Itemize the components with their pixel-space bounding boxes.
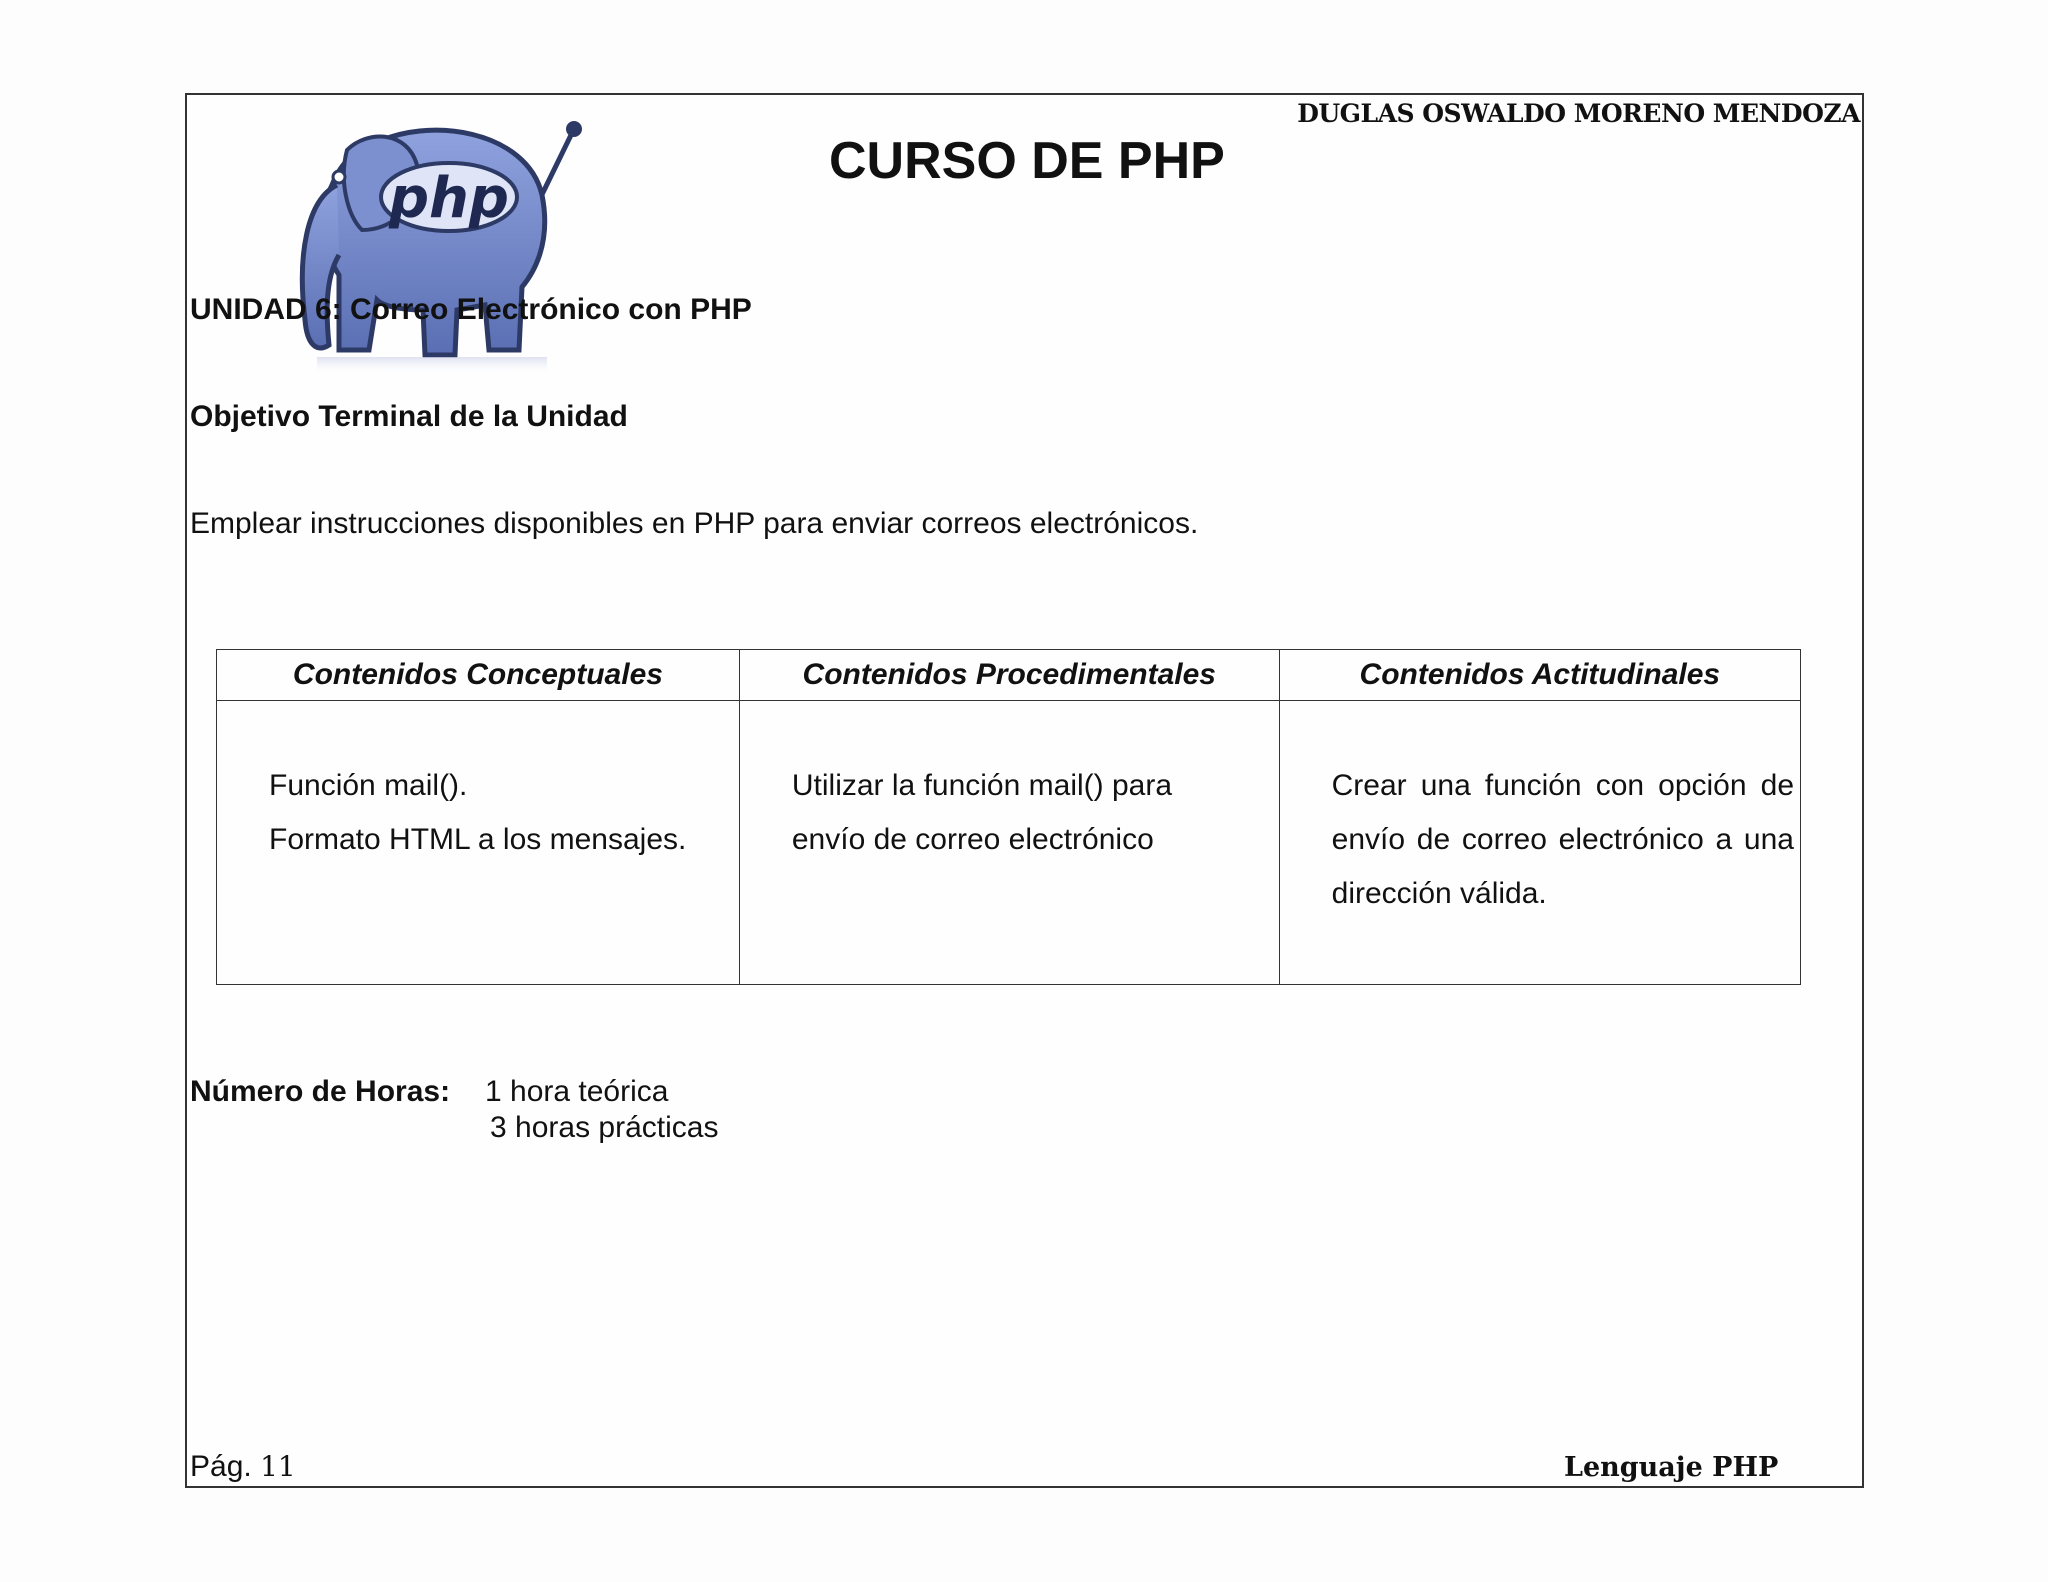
- conceptual-item: Formato HTML a los mensajes.: [269, 823, 687, 856]
- header-procedural: Contenidos Procedimentales: [739, 650, 1279, 701]
- cell-conceptual: [217, 701, 740, 985]
- page-frame: [185, 93, 1864, 1488]
- footer-subject: Lenguaje PHP: [1564, 1452, 1779, 1483]
- attitudinal-text: Crear una función con opción de envío de correo electrónico a una dirección válida.: [1331, 769, 1794, 910]
- table-header-row: [217, 650, 1801, 701]
- page-number: [190, 1450, 296, 1484]
- header-attitudinal: Contenidos Actitudinales: [1279, 650, 1800, 701]
- header-conceptual: Contenidos Conceptuales: [217, 650, 740, 701]
- php-elephant-logo: [277, 105, 587, 375]
- page-label: Pág.: [190, 1450, 252, 1483]
- course-title: CURSO DE PHP: [829, 132, 1225, 190]
- cell-procedural: [739, 701, 1279, 985]
- author-name: DUGLAS OSWALDO MORENO MENDOZA: [1297, 99, 1860, 128]
- objective-heading: Objetivo Terminal de la Unidad: [190, 400, 628, 433]
- contents-table: [216, 649, 1801, 985]
- objective-text: Emplear instrucciones disponibles en PHP para enviar correos electrónicos.: [190, 507, 1199, 540]
- page-number-value: 11: [260, 1450, 296, 1483]
- logo-text: php: [388, 166, 510, 231]
- procedural-line: Utilizar la función mail() para: [791, 769, 1173, 802]
- cell-attitudinal: [1279, 701, 1800, 985]
- table-row: [217, 701, 1801, 985]
- hours-label: Número de Horas:: [190, 1075, 451, 1108]
- unit-title: UNIDAD 6: Correo Electrónico con PHP: [190, 293, 752, 326]
- conceptual-item: Función mail().: [269, 769, 468, 802]
- hours-theory: 1 hora teórica: [485, 1075, 669, 1108]
- procedural-line: envío de correo electrónico: [791, 823, 1154, 856]
- hours-practice: 3 horas prácticas: [490, 1111, 719, 1144]
